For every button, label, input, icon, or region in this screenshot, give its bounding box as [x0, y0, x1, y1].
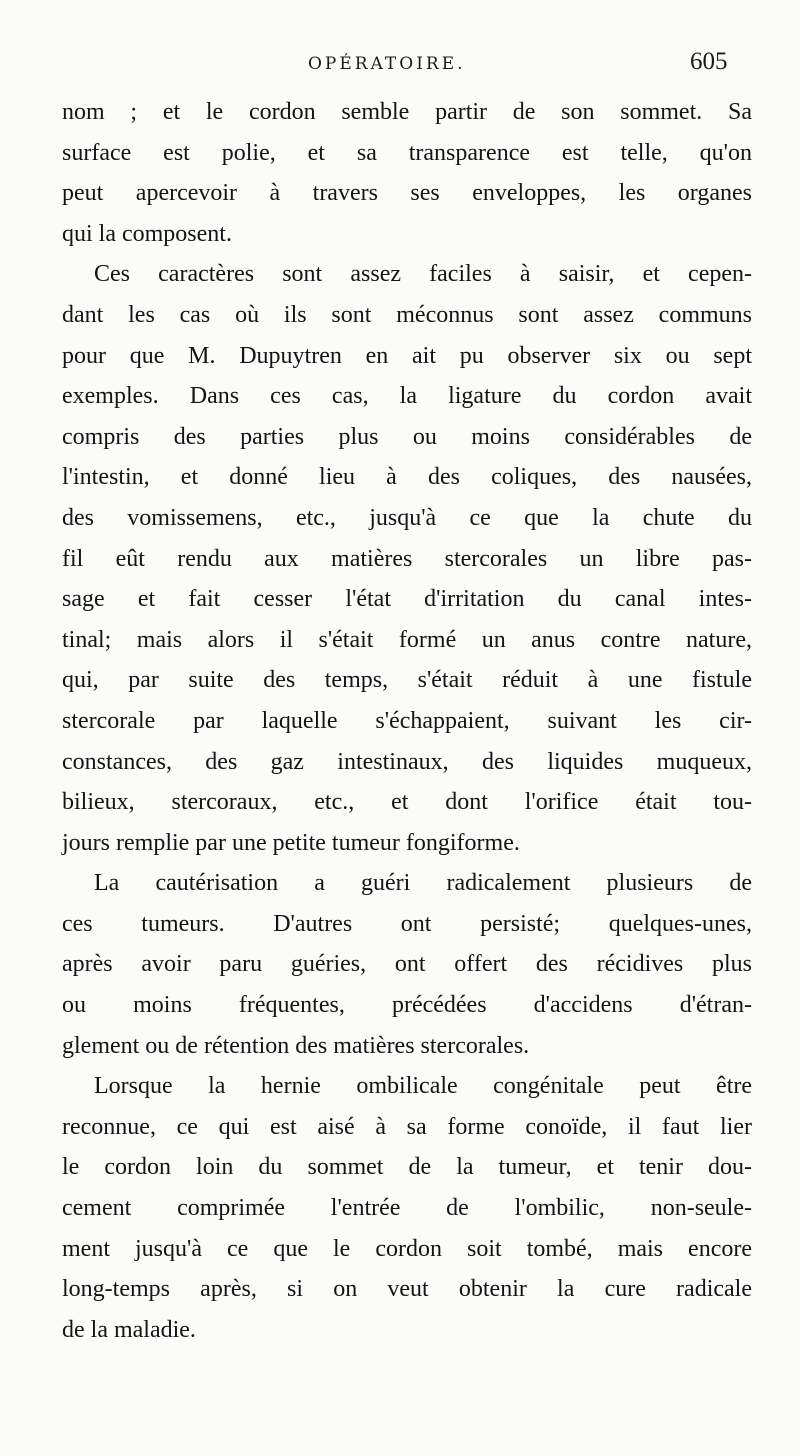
- text-line: compris des parties plus ou moins considérables de: [62, 423, 752, 450]
- paragraph-end-line: qui la composent.: [62, 220, 232, 247]
- text-line: ou moins fréquentes, précédées d'accidens d'étran-: [62, 992, 752, 1019]
- text-line: stercorale par laquelle s'échappaient, suivant les cir-: [62, 707, 752, 734]
- text-line: des vomissemens, etc., jusqu'à ce que la chute du: [62, 504, 752, 531]
- section-title: OPÉRATOIRE.: [308, 54, 466, 74]
- paragraph-first-line: Lorsque la hernie ombilicale congénitale peut être: [94, 1073, 752, 1100]
- text-line: ment jusqu'à ce que le cordon soit tombé, mais encore: [62, 1235, 752, 1262]
- running-head: [0, 48, 800, 88]
- text-line: ces tumeurs. D'autres ont persisté; quelques-unes,: [62, 910, 752, 937]
- text-line: cement comprimée l'entrée de l'ombilic, non-seule-: [62, 1195, 752, 1222]
- text-line: le cordon loin du sommet de la tumeur, et tenir dou-: [62, 1154, 752, 1181]
- paragraph-end-line: jours remplie par une petite tumeur fongiforme.: [62, 829, 520, 856]
- text-line: sage et fait cesser l'état d'irritation du canal intes-: [62, 586, 752, 613]
- text-line: peut apercevoir à travers ses enveloppes, les organes: [62, 180, 752, 207]
- text-line: constances, des gaz intestinaux, des liquides muqueux,: [62, 748, 752, 775]
- text-line: qui, par suite des temps, s'était réduit à une fistule: [62, 667, 752, 694]
- paragraph-first-line: Ces caractères sont assez faciles à saisir, et cepen-: [94, 261, 752, 288]
- text-line: dant les cas où ils sont méconnus sont assez communs: [62, 301, 752, 328]
- text-line: exemples. Dans ces cas, la ligature du cordon avait: [62, 383, 752, 410]
- body-text: [62, 92, 752, 1350]
- text-line: bilieux, stercoraux, etc., et dont l'orifice était tou-: [62, 789, 752, 816]
- page-number: 605: [690, 48, 728, 75]
- text-line: reconnue, ce qui est aisé à sa forme conoïde, il faut lier: [62, 1113, 752, 1140]
- text-line: fil eût rendu aux matières stercorales un libre pas-: [62, 545, 752, 572]
- paragraph-end-line: glement ou de rétention des matières stercorales.: [62, 1032, 530, 1059]
- text-line: nom ; et le cordon semble partir de son sommet. Sa: [62, 99, 752, 125]
- text-line: long-temps après, si on veut obtenir la cure radicale: [62, 1276, 752, 1303]
- paragraph-first-line: La cautérisation a guéri radicalement plusieurs de: [94, 870, 752, 897]
- paragraph-end-line: de la maladie.: [62, 1316, 196, 1343]
- text-line: surface est polie, et sa transparence est telle, qu'on: [62, 139, 752, 166]
- text-line: après avoir paru guéries, ont offert des récidives plus: [62, 951, 752, 978]
- text-line: tinal; mais alors il s'était formé un anus contre nature,: [62, 626, 752, 653]
- text-line: l'intestin, et donné lieu à des coliques, des nausées,: [62, 464, 752, 491]
- text-line: pour que M. Dupuytren en ait pu observer six ou sept: [62, 342, 752, 369]
